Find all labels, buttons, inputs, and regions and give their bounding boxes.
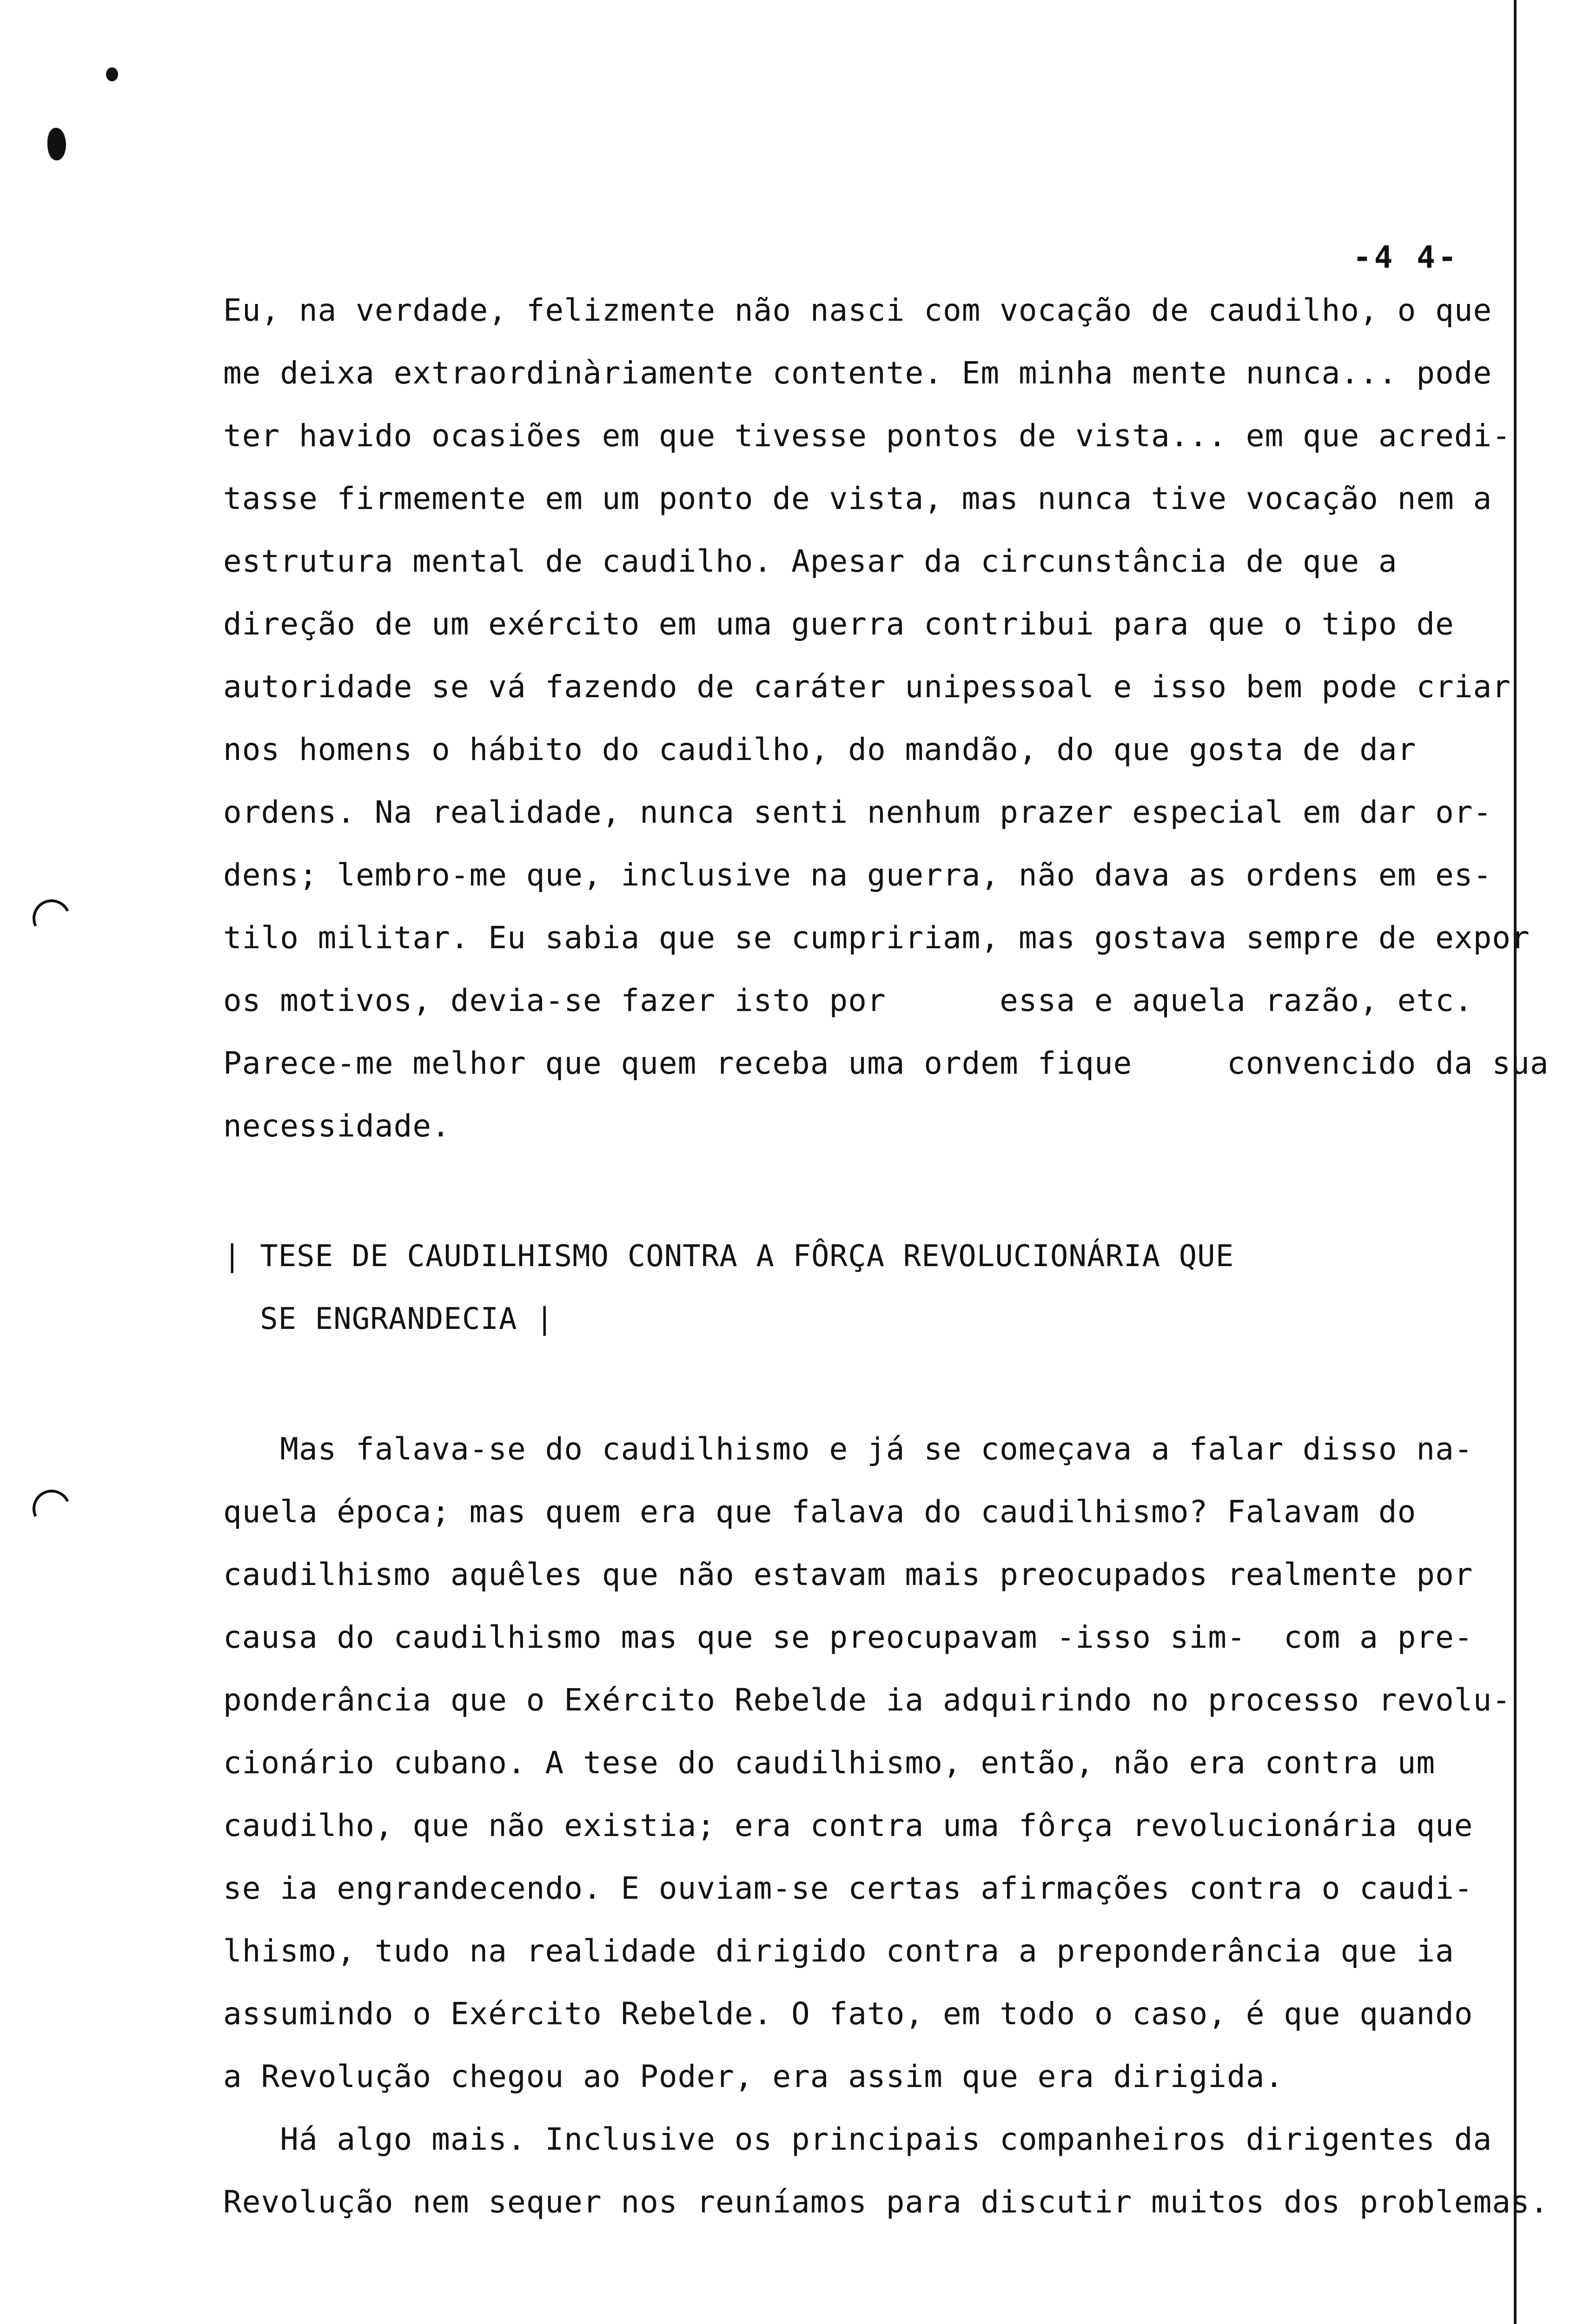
text-line: me deixa extraordinàriamente contente. Em minha mente nunca... pode xyxy=(223,355,1492,391)
text-line: ponderância que o Exército Rebelde ia adquirindo no processo revolu- xyxy=(223,1682,1511,1718)
text-line: caudilhismo aquêles que não estavam mais preocupados realmente por xyxy=(223,1557,1473,1592)
punch-hole-mark xyxy=(27,894,76,943)
text-line: Eu, na verdade, felizmente não nasci com vocação de caudilho, o que xyxy=(223,292,1492,328)
text-line: lhismo, tudo na realidade dirigido contra a preponderância que ia xyxy=(223,1933,1454,1969)
text-line: ordens. Na realidade, nunca senti nenhum prazer especial em dar or- xyxy=(223,794,1492,830)
text-line: dens; lembro-me que, inclusive na guerra, não dava as ordens em es- xyxy=(223,857,1492,893)
page-number: -4 4- xyxy=(1353,239,1459,275)
section-heading: SE ENGRANDECIA | xyxy=(223,1302,554,1336)
text-line: se ia engrandecendo. E ouviam-se certas afirmações contra o caudi- xyxy=(223,1870,1473,1906)
text-line: nos homens o hábito do caudilho, do mandão, do que gosta de dar xyxy=(223,732,1417,767)
section-heading: | TESE DE CAUDILHISMO CONTRA A FÔRÇA REVOLUCIONÁRIA QUE xyxy=(223,1239,1234,1274)
text-line: cionário cubano. A tese do caudilhismo, então, não era contra um xyxy=(223,1745,1436,1781)
text-line: os motivos, devia-se fazer isto por essa e aquela razão, etc. xyxy=(223,983,1473,1018)
scan-speck xyxy=(106,67,118,81)
text-line: ter havido ocasiões em que tivesse pontos de vista... em que acredi- xyxy=(223,418,1511,454)
text-line: direção de um exército em uma guerra contribui para que o tipo de xyxy=(223,606,1454,642)
punch-hole-mark xyxy=(27,1484,76,1533)
text-line: tasse firmemente em um ponto de vista, mas nunca tive vocação nem a xyxy=(223,481,1492,516)
text-line: estrutura mental de caudilho. Apesar da circunstância de que a xyxy=(223,543,1398,579)
text-line: Revolução nem sequer nos reuníamos para discutir muitos dos problemas. xyxy=(223,2184,1549,2220)
text-line: a Revolução chegou ao Poder, era assim que era dirigida. xyxy=(223,2059,1284,2094)
text-line: caudilho, que não existia; era contra uma fôrça revolucionária que xyxy=(223,1808,1473,1843)
scan-speck xyxy=(47,128,66,160)
text-line: quela época; mas quem era que falava do caudilhismo? Falavam do xyxy=(223,1494,1417,1530)
text-line: Há algo mais. Inclusive os principais companheiros dirigentes da xyxy=(223,2121,1492,2157)
text-line: autoridade se vá fazendo de caráter unipessoal e isso bem pode criar xyxy=(223,669,1511,705)
text-line: Parece-me melhor que quem receba uma ordem fique convencido da sua xyxy=(223,1045,1549,1081)
margin-rule xyxy=(1514,0,1517,2324)
text-line: assumindo o Exército Rebelde. O fato, em todo o caso, é que quando xyxy=(223,1996,1473,2032)
text-line: causa do caudilhismo mas que se preocupavam -isso sim- com a pre- xyxy=(223,1619,1473,1655)
text-line: Mas falava-se do caudilhismo e já se começava a falar disso na- xyxy=(223,1431,1473,1467)
text-line: necessidade. xyxy=(223,1108,451,1144)
text-line: tilo militar. Eu sabia que se cumpririam, mas gostava sempre de expor xyxy=(223,920,1530,956)
